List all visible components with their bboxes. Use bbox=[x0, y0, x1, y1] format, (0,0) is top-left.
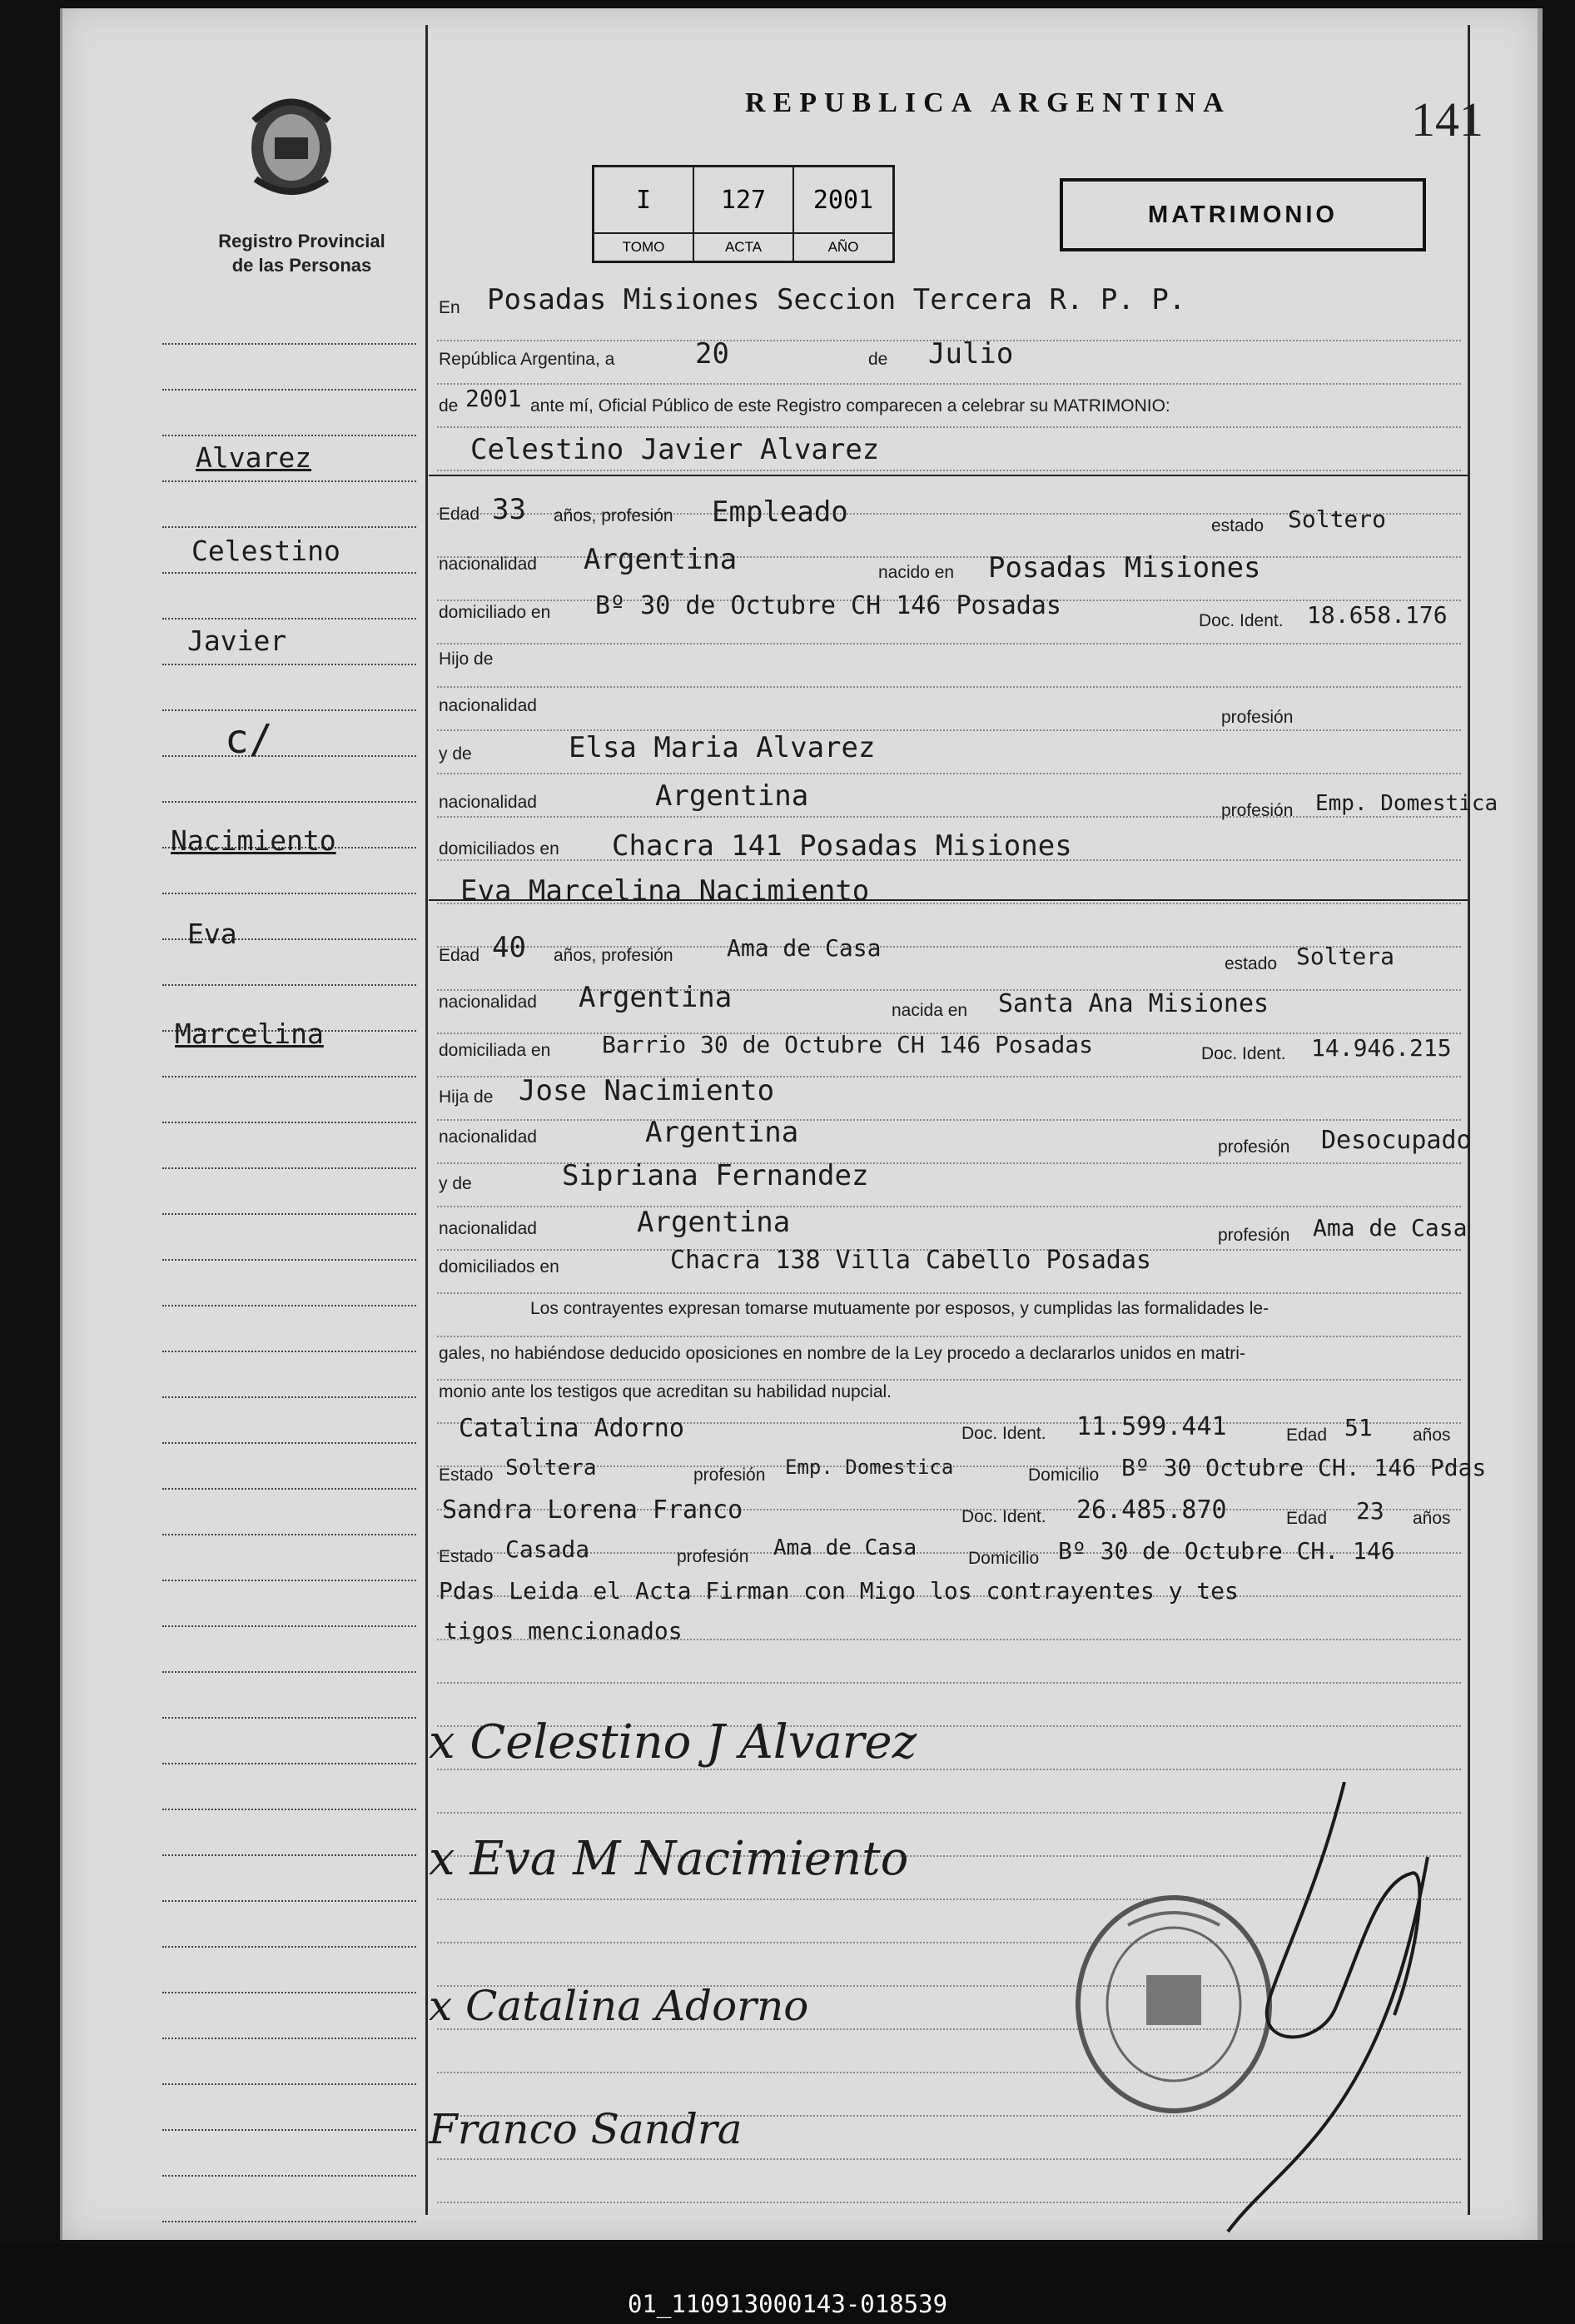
witness-2-doc: 26.485.870 bbox=[1076, 1495, 1227, 1525]
label-nacionalidad: nacionalidad bbox=[439, 793, 537, 812]
ruled-line bbox=[162, 1625, 416, 1627]
label-nacionalidad: nacionalidad bbox=[439, 696, 537, 715]
bride-birthplace: Santa Ana Misiones bbox=[998, 989, 1269, 1018]
witness-1-address: Bº 30 Octubre CH. 146 Pdas bbox=[1121, 1454, 1487, 1481]
acta-label: ACTA bbox=[693, 233, 793, 262]
ruled-line bbox=[162, 435, 416, 436]
label-domiciliados: domiciliados en bbox=[439, 839, 559, 858]
ruled-line bbox=[162, 2129, 416, 2131]
ruled-line bbox=[162, 343, 416, 345]
ruled-line bbox=[162, 755, 416, 757]
ruled-line bbox=[162, 1580, 416, 1581]
ruled-line bbox=[162, 1213, 416, 1215]
registry-line-2: de las Personas bbox=[231, 255, 372, 276]
label-edad: Edad bbox=[1286, 1509, 1328, 1528]
ruled-line bbox=[162, 1946, 416, 1948]
ruled-line bbox=[437, 1379, 1461, 1381]
ruled-line bbox=[162, 1488, 416, 1490]
label-estado: Estado bbox=[439, 1547, 494, 1566]
appearance-text: ante mí, Oficial Público de este Registro comparecen a celebrar su MATRIMONIO: bbox=[530, 396, 1170, 416]
label-domicilio: Domicilio bbox=[1028, 1466, 1100, 1485]
groom-doc: 18.658.176 bbox=[1307, 601, 1448, 629]
label-profesion: profesión bbox=[1221, 801, 1294, 820]
ruled-line bbox=[437, 470, 1461, 471]
ruled-line bbox=[437, 1206, 1461, 1207]
label-profesion: profesión bbox=[693, 1466, 766, 1485]
acta-value: 127 bbox=[693, 167, 793, 234]
witness-2-age: 23 bbox=[1356, 1497, 1384, 1525]
margin-note: Nacimiento bbox=[171, 824, 336, 857]
ruled-line bbox=[162, 389, 416, 391]
witness-2-address: Bº 30 de Octubre CH. 146 bbox=[1058, 1537, 1395, 1565]
bride-mother: Sipriana Fernandez bbox=[562, 1159, 869, 1192]
label-doc: Doc. Ident. bbox=[961, 1507, 1046, 1526]
ruled-line bbox=[162, 1305, 416, 1306]
label-anios: años bbox=[1413, 1509, 1451, 1528]
ruled-line bbox=[162, 1442, 416, 1444]
label-nacionalidad: nacionalidad bbox=[439, 993, 537, 1012]
label-hijo: Hijo de bbox=[439, 649, 494, 669]
bride-name: Eva Marcelina Nacimiento bbox=[460, 874, 870, 908]
ruled-line bbox=[162, 1396, 416, 1398]
record-page bbox=[60, 8, 1543, 2240]
groom-address: Bº 30 de Octubre CH 146 Posadas bbox=[595, 591, 1061, 620]
signature-bride: x Eva M Nacimiento bbox=[429, 1832, 909, 1886]
witness-2-estado: Casada bbox=[505, 1535, 590, 1563]
label-profesion: años, profesión bbox=[554, 506, 673, 525]
bride-father-nationality: Argentina bbox=[645, 1116, 799, 1149]
label-domiciliados: domiciliados en bbox=[439, 1257, 559, 1276]
ruled-line bbox=[437, 1682, 1461, 1684]
label-republica: República Argentina, a bbox=[439, 350, 615, 369]
witness-2-name: Sandra Lorena Franco bbox=[442, 1495, 743, 1525]
label-nacido: nacido en bbox=[878, 563, 955, 582]
label-edad: Edad bbox=[1286, 1426, 1328, 1445]
closing-line: Pdas Leida el Acta Firman con Migo los contrayentes y tes bbox=[439, 1577, 1239, 1605]
ruled-line bbox=[437, 1119, 1461, 1121]
statement-line: gales, no habiéndose deducido oposiciones en nombre de la Ley procedo a declararlos unidos en matri- bbox=[439, 1344, 1245, 1363]
ruled-line bbox=[162, 2221, 416, 2222]
label-estado: Estado bbox=[439, 1466, 494, 1485]
bride-mother-nationality: Argentina bbox=[637, 1206, 791, 1239]
label-doc: Doc. Ident. bbox=[961, 1424, 1046, 1443]
ruled-line bbox=[162, 1717, 416, 1719]
label-profesion: años, profesión bbox=[554, 946, 673, 965]
label-hija: Hija de bbox=[439, 1087, 494, 1107]
margin-note: Marcelina bbox=[175, 1018, 324, 1050]
ruled-line bbox=[437, 1336, 1461, 1337]
ruled-line bbox=[162, 2083, 416, 2085]
margin-note: Javier bbox=[187, 625, 287, 657]
year-value: 2001 bbox=[465, 385, 522, 412]
groom-birthplace: Posadas Misiones bbox=[988, 551, 1261, 585]
label-de2: de bbox=[439, 396, 459, 416]
label-domicilio: Domicilio bbox=[968, 1549, 1040, 1568]
bride-parents-address: Chacra 138 Villa Cabello Posadas bbox=[670, 1246, 1151, 1275]
label-profesion: profesión bbox=[1218, 1137, 1290, 1157]
groom-mother: Elsa Maria Alvarez bbox=[569, 731, 876, 764]
label-estado: estado bbox=[1211, 516, 1264, 535]
groom-mother-nationality: Argentina bbox=[655, 779, 809, 813]
day-value: 20 bbox=[695, 337, 729, 371]
label-edad: Edad bbox=[439, 946, 480, 965]
ruled-line bbox=[437, 426, 1461, 428]
ruled-line bbox=[162, 801, 416, 803]
label-nacida: nacida en bbox=[892, 1001, 968, 1020]
bride-father-profession: Desocupado bbox=[1321, 1126, 1472, 1155]
ruled-line bbox=[162, 1809, 416, 1810]
ruled-line bbox=[162, 1259, 416, 1261]
anio-label: AÑO bbox=[793, 233, 894, 262]
label-doc: Doc. Ident. bbox=[1201, 1044, 1286, 1063]
official-rubric-icon bbox=[1220, 1782, 1494, 2240]
witness-1-age: 51 bbox=[1344, 1414, 1373, 1441]
label-domiciliado: domiciliado en bbox=[439, 603, 551, 622]
ruled-line bbox=[162, 709, 416, 711]
ruled-line bbox=[437, 1292, 1461, 1294]
page-title: REPUBLICA ARGENTINA bbox=[745, 87, 1231, 118]
registry-line-1: Registro Provincial bbox=[218, 231, 385, 251]
label-estado: estado bbox=[1225, 954, 1278, 973]
registry-name bbox=[204, 229, 400, 277]
margin-note: c/ bbox=[225, 716, 273, 763]
coat-of-arms-icon bbox=[237, 87, 345, 204]
section-divider bbox=[429, 475, 1469, 476]
signature-witness-2: Franco Sandra bbox=[429, 2105, 743, 2153]
tomo-value: I bbox=[594, 167, 694, 234]
label-profesion: profesión bbox=[1221, 708, 1294, 727]
place-value: Posadas Misiones Seccion Tercera R. P. P. bbox=[487, 283, 1186, 316]
ruled-line bbox=[162, 1992, 416, 1993]
ruled-line bbox=[162, 1122, 416, 1123]
ruled-line bbox=[162, 1671, 416, 1673]
witness-1-estado: Soltera bbox=[505, 1456, 597, 1480]
bride-nationality: Argentina bbox=[579, 981, 733, 1014]
label-de: de bbox=[868, 350, 888, 369]
groom-civil-state: Soltero bbox=[1288, 505, 1387, 533]
tomo-label: TOMO bbox=[594, 233, 694, 262]
archive-id: 01_110913000143-018539 bbox=[627, 2290, 948, 2318]
closing-line: tigos mencionados bbox=[444, 1617, 683, 1645]
margin-note: Celestino bbox=[191, 535, 340, 567]
label-profesion: profesión bbox=[677, 1547, 749, 1566]
witness-1-profession: Emp. Domestica bbox=[785, 1456, 954, 1479]
groom-name: Celestino Javier Alvarez bbox=[470, 433, 880, 466]
label-profesion: profesión bbox=[1218, 1226, 1290, 1245]
ruled-line bbox=[162, 2038, 416, 2039]
signature-groom: x Celestino J Alvarez bbox=[429, 1715, 917, 1769]
ruled-line bbox=[162, 893, 416, 894]
groom-profession: Empleado bbox=[712, 495, 848, 529]
margin-rule bbox=[425, 25, 428, 2215]
witness-1-doc: 11.599.441 bbox=[1076, 1412, 1227, 1441]
groom-parents-address: Chacra 141 Posadas Misiones bbox=[612, 829, 1072, 863]
bride-doc: 14.946.215 bbox=[1311, 1034, 1452, 1062]
label-domiciliada: domiciliada en bbox=[439, 1041, 551, 1060]
witness-1-name: Catalina Adorno bbox=[459, 1414, 684, 1443]
statement-line: Los contrayentes expresan tomarse mutuamente por esposos, y cumplidas las formalidades le- bbox=[530, 1299, 1269, 1318]
ruled-line bbox=[162, 480, 416, 482]
groom-age: 33 bbox=[492, 493, 526, 526]
signature-witness-1: x Catalina Adorno bbox=[429, 1982, 809, 2030]
ruled-line bbox=[437, 686, 1461, 688]
bride-address: Barrio 30 de Octubre CH 146 Posadas bbox=[602, 1031, 1094, 1058]
ruled-line bbox=[162, 984, 416, 986]
margin-note: Eva bbox=[187, 918, 237, 950]
bride-father: Jose Nacimiento bbox=[519, 1074, 775, 1107]
label-nacionalidad: nacionalidad bbox=[439, 1127, 537, 1147]
ruled-line bbox=[162, 664, 416, 665]
margin-note: Alvarez bbox=[196, 441, 312, 474]
bride-age: 40 bbox=[492, 931, 526, 964]
ruled-line bbox=[162, 526, 416, 528]
month-value: Julio bbox=[928, 337, 1014, 371]
ruled-line bbox=[437, 383, 1461, 385]
label-doc: Doc. Ident. bbox=[1199, 611, 1284, 630]
bride-civil-state: Soltera bbox=[1296, 943, 1395, 970]
label-y-de: y de bbox=[439, 1174, 472, 1193]
record-id-table bbox=[592, 165, 895, 263]
bride-mother-profession: Ama de Casa bbox=[1313, 1214, 1468, 1242]
ruled-line bbox=[162, 1351, 416, 1352]
ruled-line bbox=[162, 572, 416, 574]
witness-2-profession: Ama de Casa bbox=[773, 1535, 917, 1560]
statement-line: monio ante los testigos que acreditan su habilidad nupcial. bbox=[439, 1382, 892, 1401]
archive-footer bbox=[0, 2244, 1575, 2324]
ruled-line bbox=[162, 1763, 416, 1764]
label-y-de: y de bbox=[439, 744, 472, 764]
ruled-line bbox=[162, 1167, 416, 1169]
document-type: MATRIMONIO bbox=[1060, 178, 1426, 251]
ruled-line bbox=[437, 773, 1461, 774]
ruled-line bbox=[162, 2175, 416, 2177]
ruled-line bbox=[162, 618, 416, 620]
folio-number: 141 bbox=[1411, 92, 1483, 147]
ruled-line bbox=[162, 1534, 416, 1535]
groom-nationality: Argentina bbox=[584, 543, 738, 576]
label-nacionalidad: nacionalidad bbox=[439, 555, 537, 574]
label-nacionalidad: nacionalidad bbox=[439, 1219, 537, 1238]
ruled-line bbox=[162, 1900, 416, 1902]
ruled-line bbox=[437, 816, 1461, 818]
ruled-line bbox=[437, 643, 1461, 644]
ruled-line bbox=[162, 1854, 416, 1856]
bride-profession: Ama de Casa bbox=[727, 934, 882, 962]
anio-value: 2001 bbox=[793, 167, 894, 234]
label-anios: años bbox=[1413, 1426, 1451, 1445]
label-edad: Edad bbox=[439, 505, 480, 524]
ruled-line bbox=[162, 1076, 416, 1077]
groom-mother-profession: Emp. Domestica bbox=[1315, 791, 1498, 816]
label-en: En bbox=[439, 298, 460, 317]
